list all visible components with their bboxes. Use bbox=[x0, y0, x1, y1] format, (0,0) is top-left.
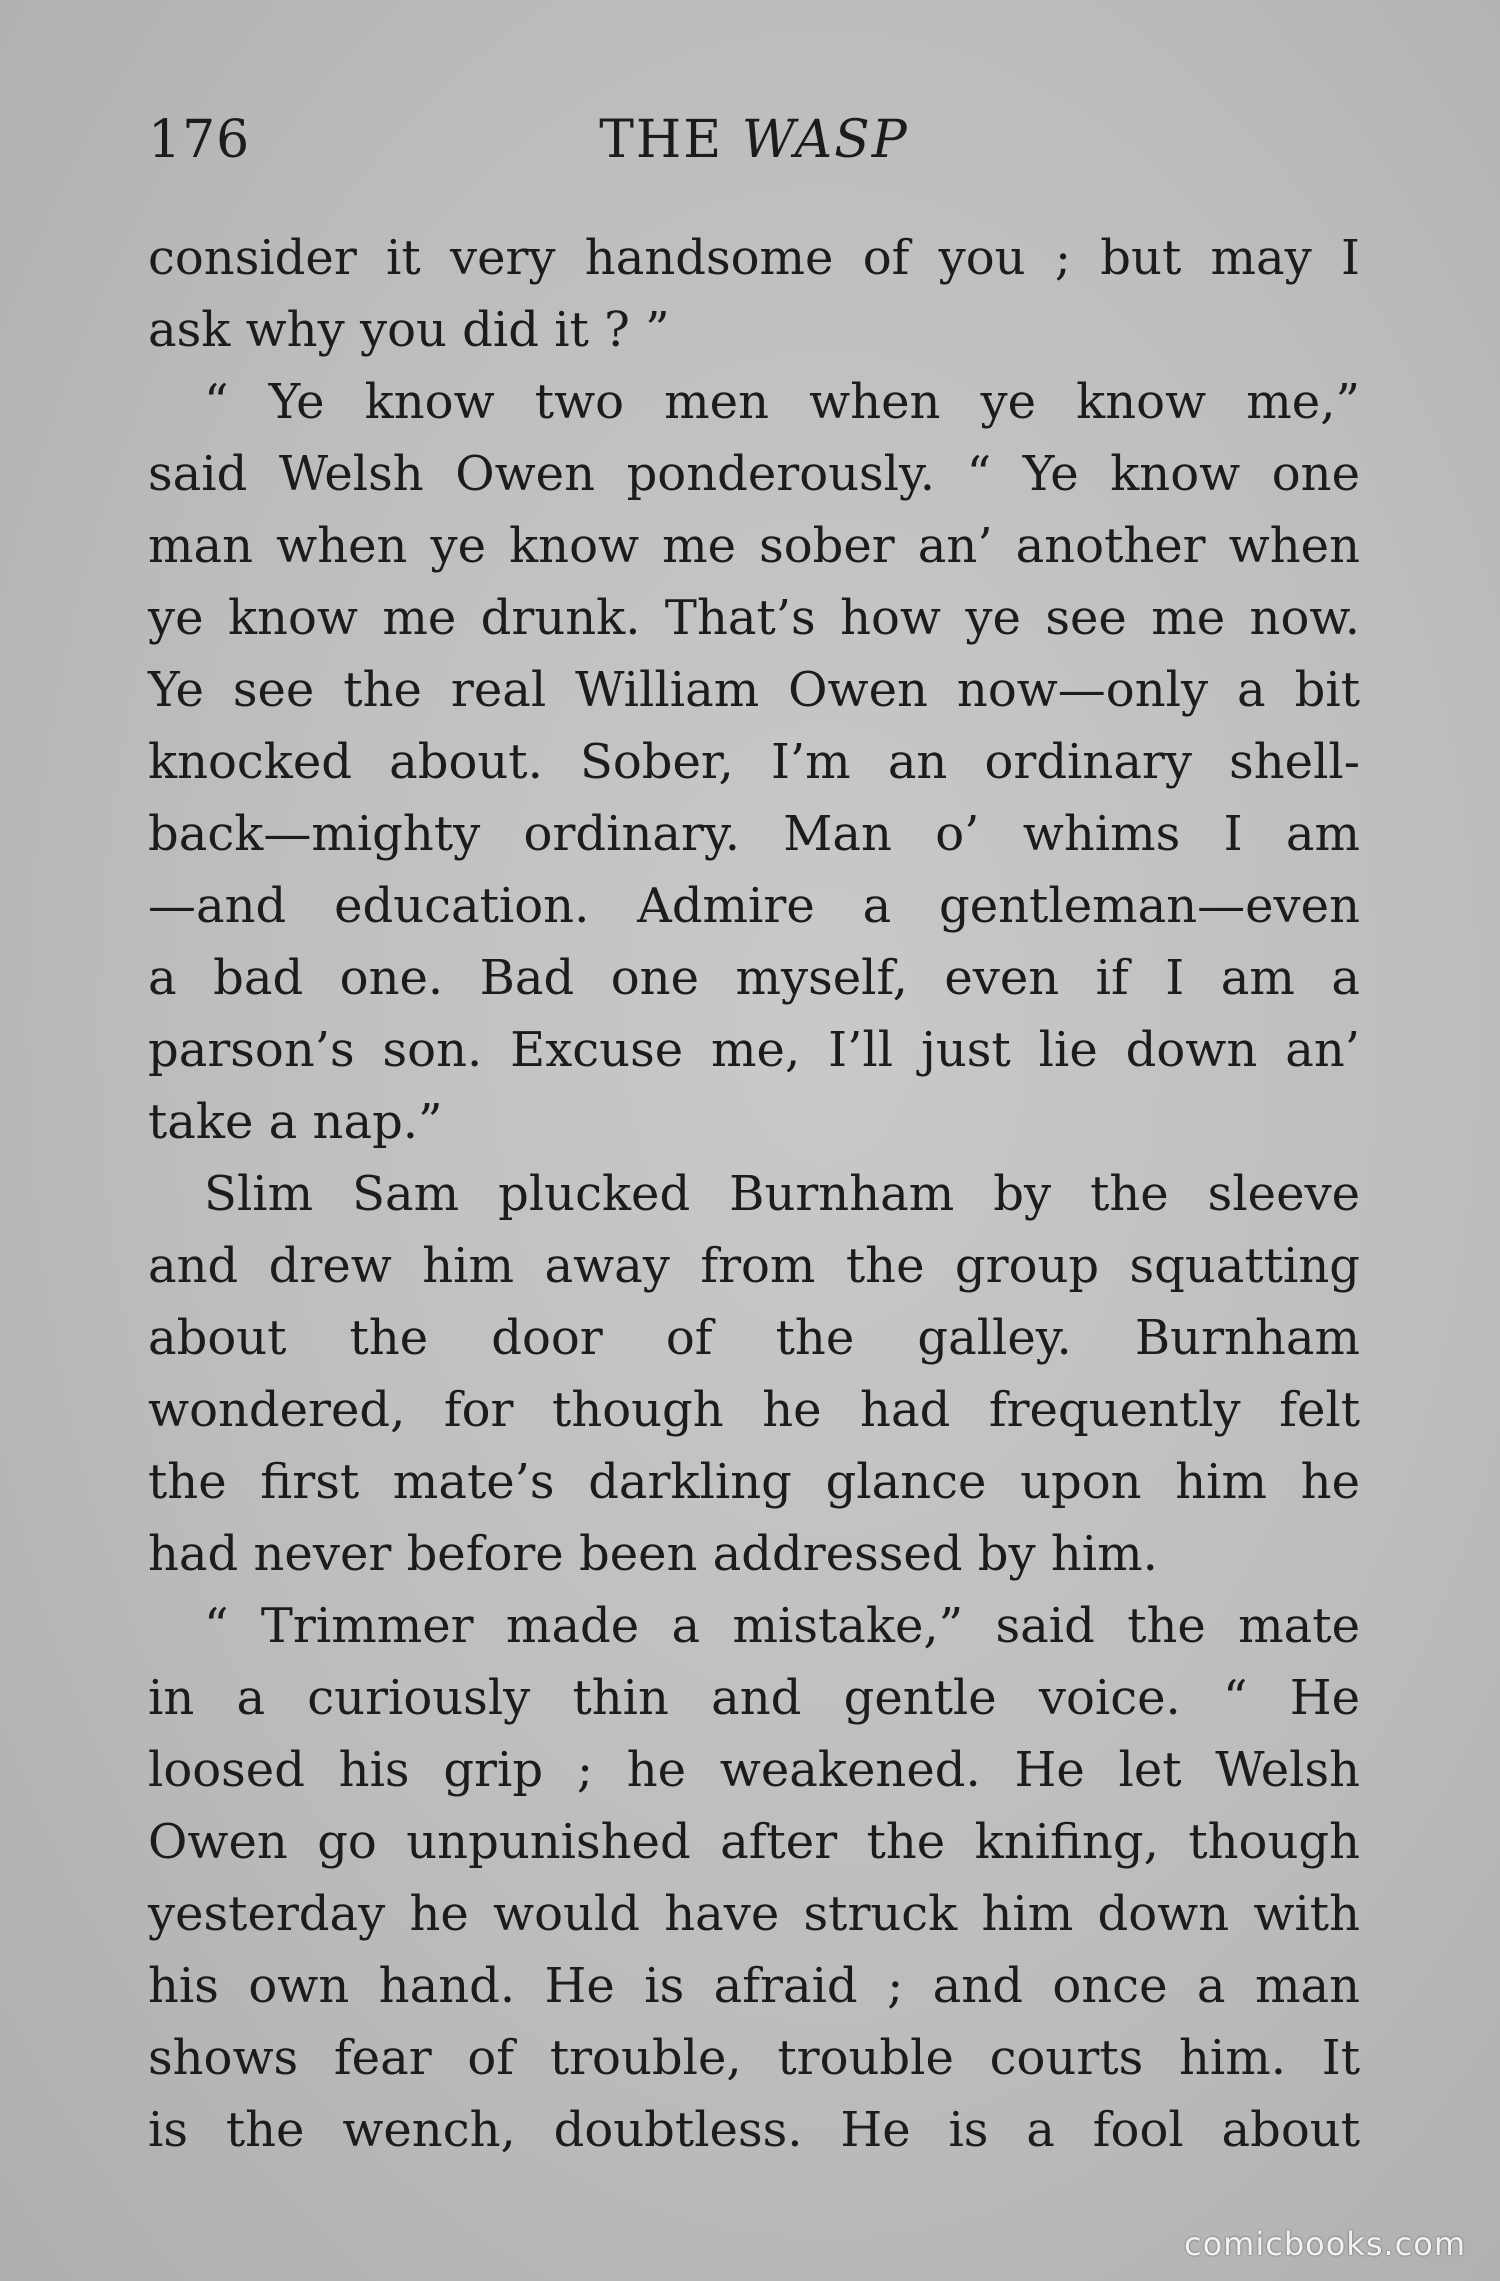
text-line: knocked about. Sober, I’m an ordinary shell- bbox=[148, 734, 1360, 790]
text-line: —and education. Admire a gentleman—even bbox=[148, 878, 1360, 934]
text-line: said Welsh Owen ponderously. “ Ye know one bbox=[148, 446, 1360, 502]
text-line: the first mate’s darkling glance upon him he bbox=[148, 1454, 1360, 1510]
text-line: ye know me drunk. That’s how ye see me now. bbox=[148, 590, 1360, 646]
watermark-text: comicbooks.com bbox=[1183, 2225, 1466, 2263]
body-text bbox=[148, 222, 1360, 2166]
text-line: about the door of the galley. Burnham bbox=[148, 1310, 1360, 1366]
text-line: “ Ye know two men when ye know me,” bbox=[204, 374, 1360, 430]
text-line: wondered, for though he had frequently felt bbox=[148, 1382, 1360, 1438]
text-line: loosed his grip ; he weakened. He let Welsh bbox=[148, 1742, 1360, 1798]
text-line: Slim Sam plucked Burnham by the sleeve bbox=[204, 1166, 1360, 1222]
text-line: is the wench, doubtless. He is a fool about bbox=[148, 2102, 1360, 2158]
paragraph bbox=[148, 1158, 1360, 1590]
text-line: in a curiously thin and gentle voice. “ He bbox=[148, 1670, 1360, 1726]
text-line: “ Trimmer made a mistake,” said the mate bbox=[204, 1598, 1360, 1654]
text-line: ask why you did it ? ” bbox=[148, 302, 670, 358]
text-line: consider it very handsome of you ; but may I bbox=[148, 230, 1360, 286]
paragraph bbox=[148, 1590, 1360, 2166]
text-line: Ye see the real William Owen now—only a bit bbox=[148, 662, 1360, 718]
page-header bbox=[148, 110, 1360, 170]
text-line: had never before been addressed by him. bbox=[148, 1526, 1158, 1582]
text-line: and drew him away from the group squatting bbox=[148, 1238, 1360, 1294]
text-line: parson’s son. Excuse me, I’ll just lie down an’ bbox=[148, 1022, 1360, 1078]
text-line: Owen go unpunished after the knifing, though bbox=[148, 1814, 1360, 1870]
text-line: take a nap.” bbox=[148, 1094, 443, 1150]
page-number: 176 bbox=[148, 110, 251, 170]
text-line: his own hand. He is afraid ; and once a man bbox=[148, 1958, 1360, 2014]
running-head-title: WASP bbox=[741, 110, 909, 170]
paragraph bbox=[148, 222, 1360, 366]
text-line: shows fear of trouble, trouble courts him. It bbox=[148, 2030, 1360, 2086]
text-line: man when ye know me sober an’ another when bbox=[148, 518, 1360, 574]
text-line: back—mighty ordinary. Man o’ whims I am bbox=[148, 806, 1360, 862]
running-head bbox=[148, 110, 1360, 170]
text-line: a bad one. Bad one myself, even if I am a bbox=[148, 950, 1360, 1006]
running-head-prefix: THE bbox=[599, 110, 724, 170]
paragraph bbox=[148, 366, 1360, 1158]
text-line: yesterday he would have struck him down with bbox=[148, 1886, 1360, 1942]
